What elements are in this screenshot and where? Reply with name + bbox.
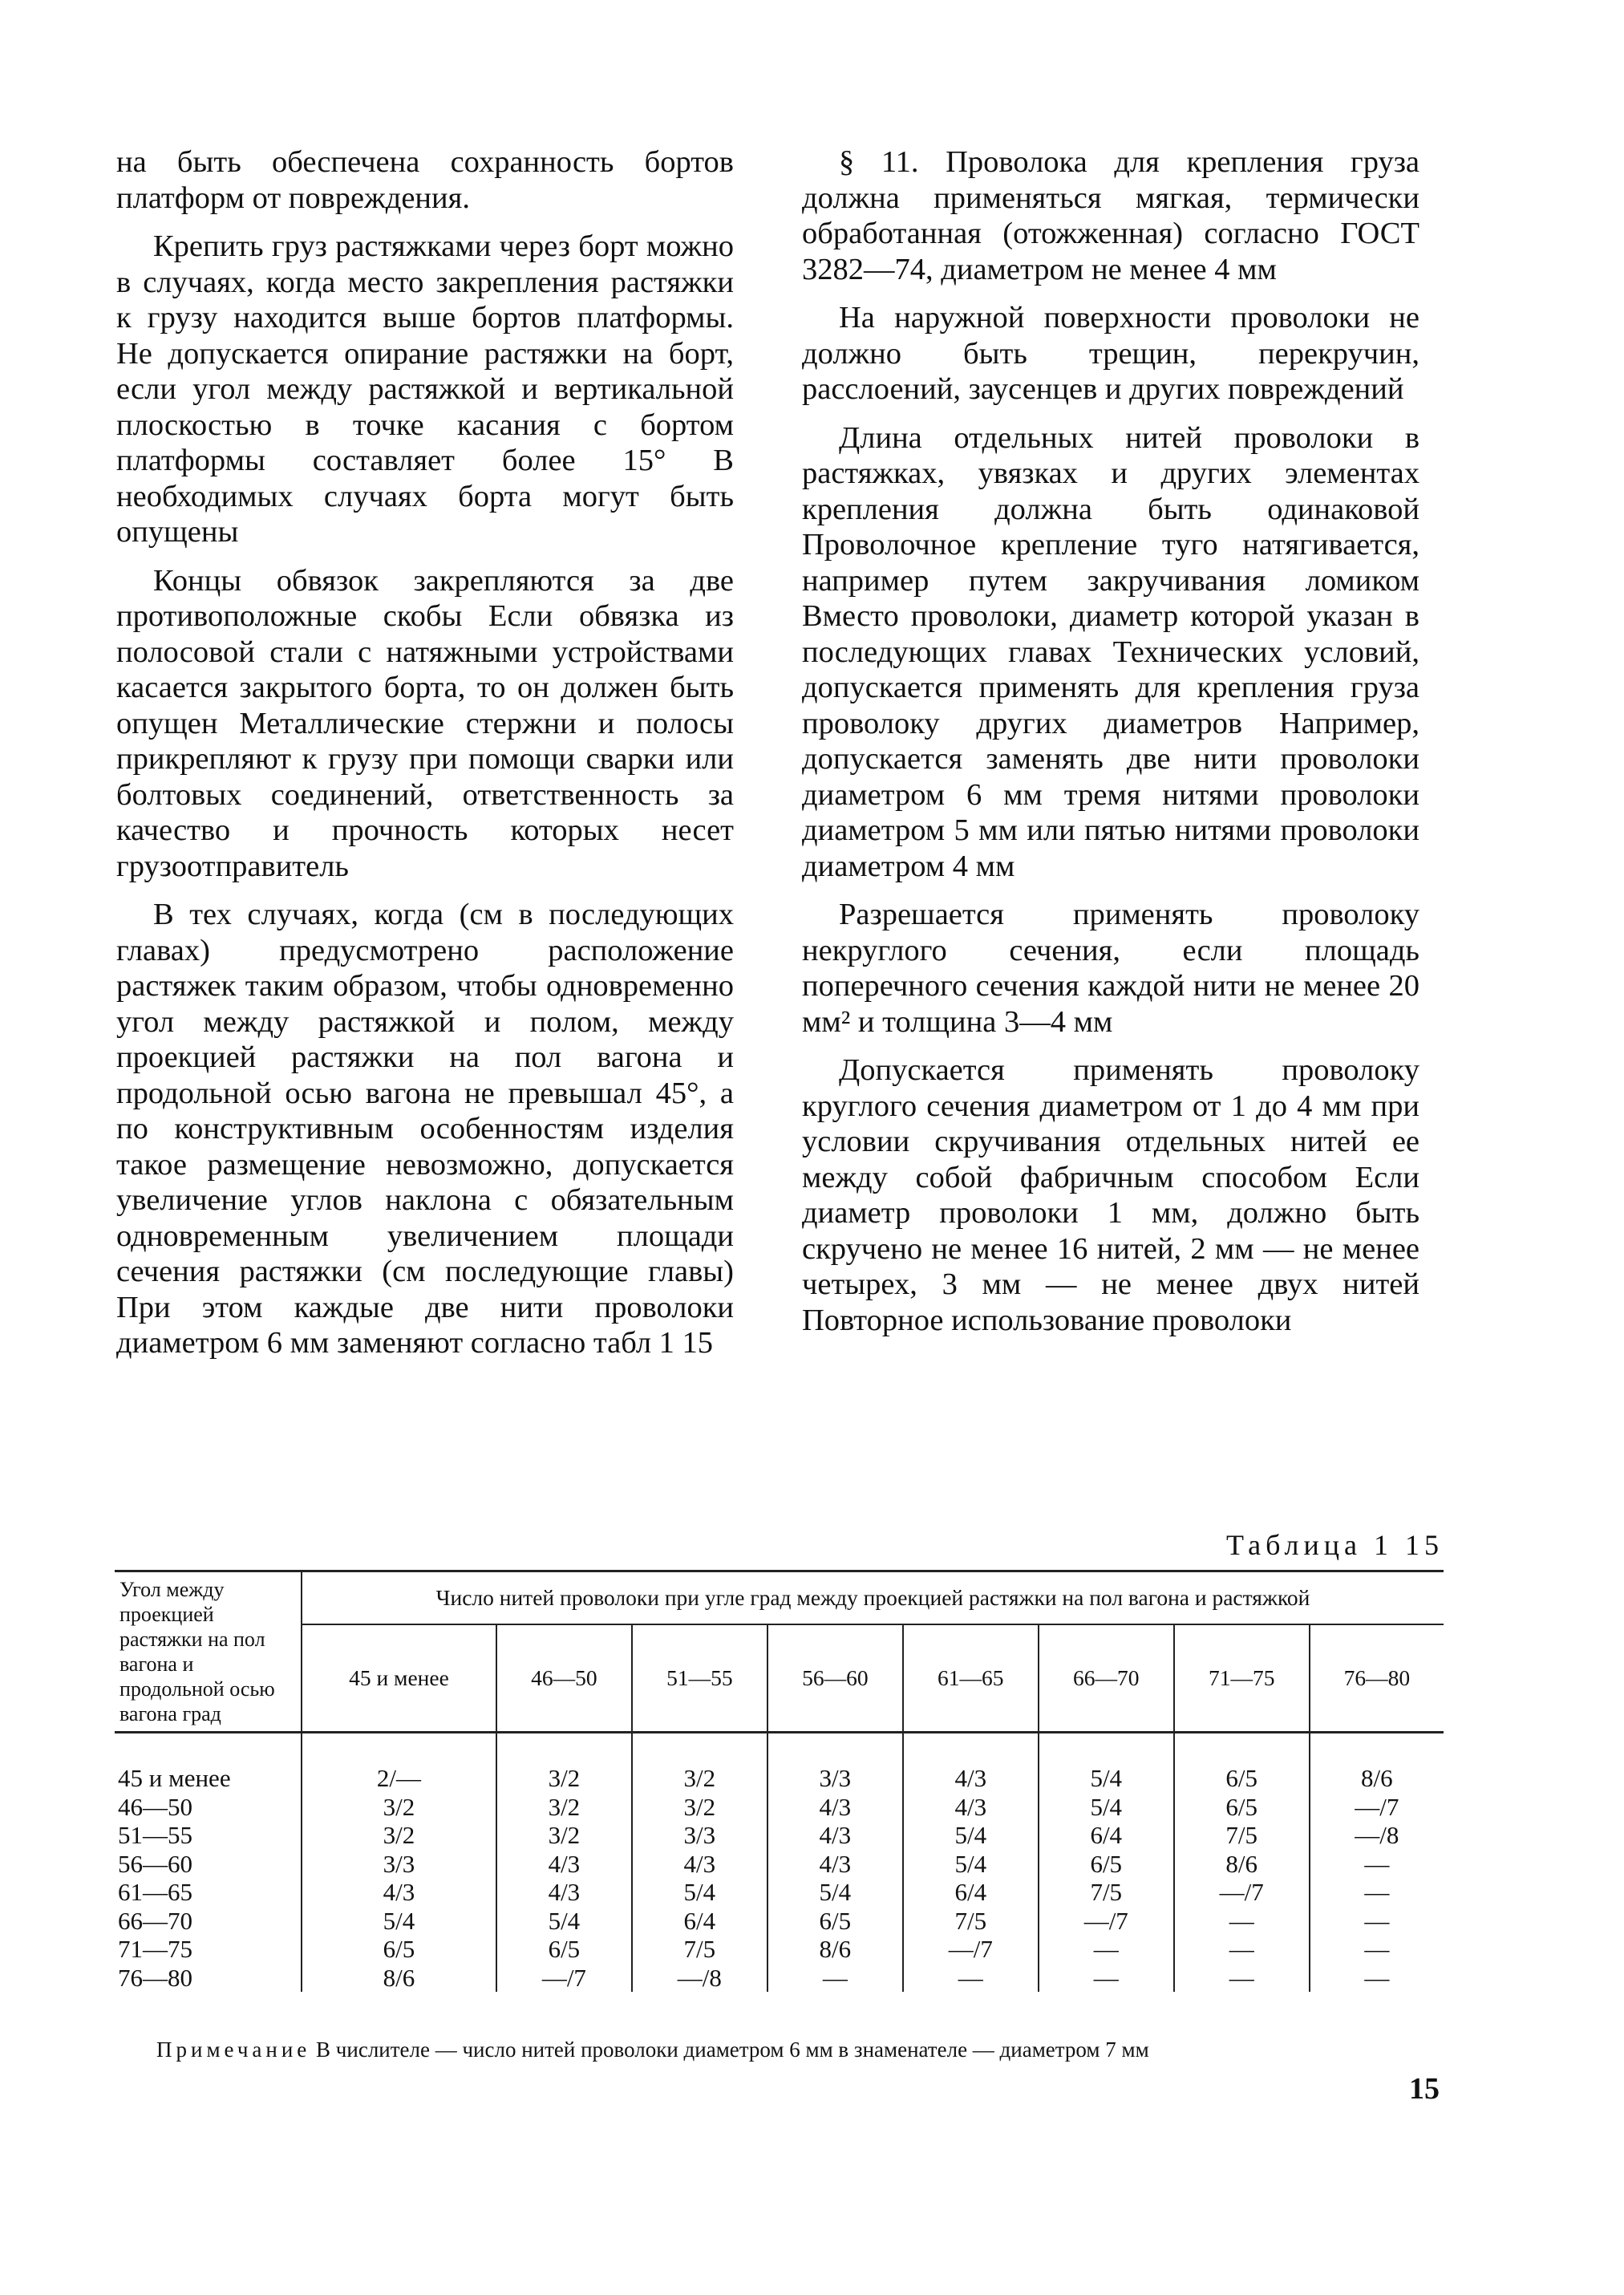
table-cell: 6/4: [903, 1878, 1039, 1907]
table-cell: 4/3: [302, 1878, 496, 1907]
table-cell: 5/4: [903, 1850, 1039, 1879]
row-label: 61—65: [115, 1878, 302, 1907]
table-cell: 7/5: [903, 1907, 1039, 1936]
note-text: В числителе — число нитей проволоки диаметром 6 мм в знаменателе — диаметром 7 мм: [316, 2038, 1149, 2062]
row-label: 66—70: [115, 1907, 302, 1936]
paragraph: Крепить груз растяжками через борт можно в случаях, когда место закрепления растяжки к грузу находится выше бортов платформы. Не допускается опирание растяжки на борт, если угол между растяжкой и вертикальной плоскостью в точке касания с бортом платформы составляет более 15° В необходимых случаях борта могут быть опущены: [116, 229, 734, 549]
table-cell: 7/5: [632, 1935, 767, 1964]
right-text-column: [802, 144, 1419, 1351]
table-cell: —: [767, 1964, 903, 1993]
table-cell: 5/4: [1039, 1733, 1174, 1793]
table-cell: —/7: [1039, 1907, 1174, 1936]
table-cell: —/8: [1355, 1821, 1399, 1849]
table-cell: —: [1039, 1935, 1174, 1964]
table-cell: —/7: [496, 1964, 632, 1993]
table-cell: 6/4: [1039, 1821, 1174, 1850]
wire-count-table: [115, 1570, 1444, 1992]
table-cell: —: [1364, 1963, 1390, 1992]
table-column-header: 51—55: [632, 1624, 767, 1733]
table-row: [115, 1878, 1444, 1907]
table-row: [115, 1964, 1444, 1993]
row-label: 56—60: [115, 1850, 302, 1879]
row-label: 51—55: [115, 1821, 302, 1850]
table-stub-header: Угол между проекцией растяжки на пол вагона и продольной осью вагона град: [115, 1571, 302, 1733]
table-cell: —: [1364, 1849, 1390, 1878]
table-cell: —: [1364, 1935, 1390, 1963]
paragraph: Концы обвязок закрепляются за две противоположные скобы Если обвязка из полосовой стали с натяжными устройствами касается закрытого борта, то он должен быть опущен Металлические стержни и полосы прикрепляют к грузу при помощи сварки или болтовых соединений, ответственность за качество и прочность которых несет грузоотправитель: [116, 563, 734, 883]
table-cell: 6/5: [1039, 1850, 1174, 1879]
table-cell: 4/3: [767, 1793, 903, 1822]
table-cell: 4/3: [767, 1821, 903, 1850]
table-cell: —/7: [1355, 1792, 1399, 1821]
paragraph: Длина отдельных нитей проволоки в растяжках, увязках и других элементах крепления должна быть одинаковой Проволочное крепление туго натягивается, например путем закручивания ломиком Вместо проволоки, диаметр которой указан в последующих главах Технических условий, допускается применять для крепления груза проволоку других диаметров Например, допускается заменять две нити проволоки диаметром 6 мм тремя нитями проволоки диаметром 5 мм или пятью нитями проволоки диаметром 4 мм: [802, 420, 1419, 883]
table-cell: 3/3: [767, 1733, 903, 1793]
table-cell: 4/3: [767, 1850, 903, 1879]
table-cell: —: [903, 1964, 1039, 1993]
table-cell: —: [1039, 1964, 1174, 1993]
table-cell: 4/3: [496, 1850, 632, 1879]
table-cell: 3/2: [302, 1793, 496, 1822]
table-cell: 2/—: [302, 1733, 496, 1793]
paragraph: Допускается применять проволоку круглого сечения диаметром от 1 до 4 мм при условии скручивания отдельных нитей ее между собой фабричным способом Если диаметр проволоки 1 мм, должно быть скручено не менее 16 нитей, 2 мм — не менее четырех, 3 мм — не менее двух нитей Повторное использование проволоки: [802, 1053, 1419, 1337]
table-cell: 3/2: [496, 1821, 632, 1850]
table-row: [115, 1907, 1444, 1936]
table-cell: —/8: [632, 1964, 767, 1993]
table-column-header: 66—70: [1039, 1624, 1174, 1733]
table-cell: 7/5: [1039, 1878, 1174, 1907]
table-cell: 3/2: [302, 1821, 496, 1850]
table-cell: 4/3: [903, 1733, 1039, 1793]
table-row: [115, 1850, 1444, 1879]
table-row: [115, 1821, 1444, 1850]
table-cell: 5/4: [767, 1878, 903, 1907]
table-cell: 4/3: [632, 1850, 767, 1879]
left-text-column: [116, 144, 734, 1374]
row-label: 46—50: [115, 1793, 302, 1822]
table-column-header: 71—75: [1174, 1624, 1310, 1733]
table-column-header: 45 и менее: [302, 1624, 496, 1733]
table-cell: 6/5: [1174, 1793, 1310, 1822]
table-body: [115, 1733, 1444, 1993]
table-row: [115, 1793, 1444, 1822]
table-column-header: 46—50: [496, 1624, 632, 1733]
table-cell: 8/6: [302, 1964, 496, 1993]
table-cell: —: [1174, 1907, 1310, 1936]
paragraph: В тех случаях, когда (см в последующих главах) предусмотрено расположение растяжек таким образом, чтобы одновременно угол между растяжкой и полом, между проекцией растяжки на пол вагона и продольной осью вагона не превышал 45°, а по конструктивным особенностям изделия такое размещение невозможно, допускается увеличение углов наклона с обязательным одновременным увеличением площади сечения растяжки (см последующие главы) При этом каждые две нити проволоки диаметром 6 мм заменяют согласно табл 1 15: [116, 898, 734, 1360]
table-cell: 6/5: [767, 1907, 903, 1936]
table-cell: 5/4: [632, 1878, 767, 1907]
table-cell: 6/5: [1174, 1733, 1310, 1793]
table-cell: 5/4: [302, 1907, 496, 1936]
table-cell: 8/6: [1361, 1764, 1393, 1792]
table-cell: —: [1364, 1906, 1390, 1935]
page-number: 15: [1409, 2072, 1440, 2106]
table-cell: —: [1364, 1878, 1390, 1906]
table-cell: 5/4: [496, 1907, 632, 1936]
table-cell: 5/4: [903, 1821, 1039, 1850]
table-column-header: 56—60: [767, 1624, 903, 1733]
table-group-header: Число нитей проволоки при угле град между проекцией растяжки на пол вагона и растяжкой: [302, 1571, 1444, 1625]
table-caption: Таблица 1 15: [1226, 1529, 1444, 1561]
table-cell: 3/2: [496, 1733, 632, 1793]
table-cell: 3/2: [632, 1733, 767, 1793]
table-cell: 7/5: [1174, 1821, 1310, 1850]
table-row: [115, 1733, 1444, 1793]
table-cell: 6/5: [302, 1935, 496, 1964]
table-cell: —: [1174, 1964, 1310, 1993]
table-column-header-row: [115, 1624, 1444, 1733]
table-cell: 4/3: [496, 1878, 632, 1907]
table-cell: 3/2: [632, 1793, 767, 1822]
paragraph: На наружной поверхности проволоки не должно быть трещин, перекручин, расслоений, заусенцев и других повреждений: [802, 301, 1419, 406]
paragraph: на быть обеспечена сохранность бортов платформ от повреждения.: [116, 145, 734, 215]
note-label: Примечание: [156, 2038, 311, 2062]
table-cell: —/7: [1174, 1878, 1310, 1907]
row-label: 71—75: [115, 1935, 302, 1964]
table-cell: 3/3: [302, 1850, 496, 1879]
row-label: 45 и менее: [115, 1733, 302, 1793]
table-cell: —/7: [903, 1935, 1039, 1964]
table-row: [115, 1935, 1444, 1964]
table-cell: 3/3: [632, 1821, 767, 1850]
table-cell: 5/4: [1039, 1793, 1174, 1822]
table-cell: 6/5: [496, 1935, 632, 1964]
table-note: [156, 2038, 1444, 2062]
row-label: 76—80: [115, 1964, 302, 1993]
table-cell: 3/2: [496, 1793, 632, 1822]
section-paragraph: § 11. Проволока для крепления груза должна применяться мягкая, термически обработанная (отожженная) согласно ГОСТ 3282—74, диаметром не менее 4 мм: [802, 145, 1419, 286]
table-column-header: 76—80: [1310, 1624, 1444, 1733]
table-column-header: 61—65: [903, 1624, 1039, 1733]
table-cell: 6/4: [632, 1907, 767, 1936]
table-cell: 4/3: [903, 1793, 1039, 1822]
table-cell: 8/6: [767, 1935, 903, 1964]
paragraph: Разрешается применять проволоку некруглого сечения, если площадь поперечного сечения каждой нити не менее 20 мм² и толщина 3—4 мм: [802, 898, 1419, 1039]
table-cell: 8/6: [1174, 1850, 1310, 1879]
table-cell: —: [1174, 1935, 1310, 1964]
